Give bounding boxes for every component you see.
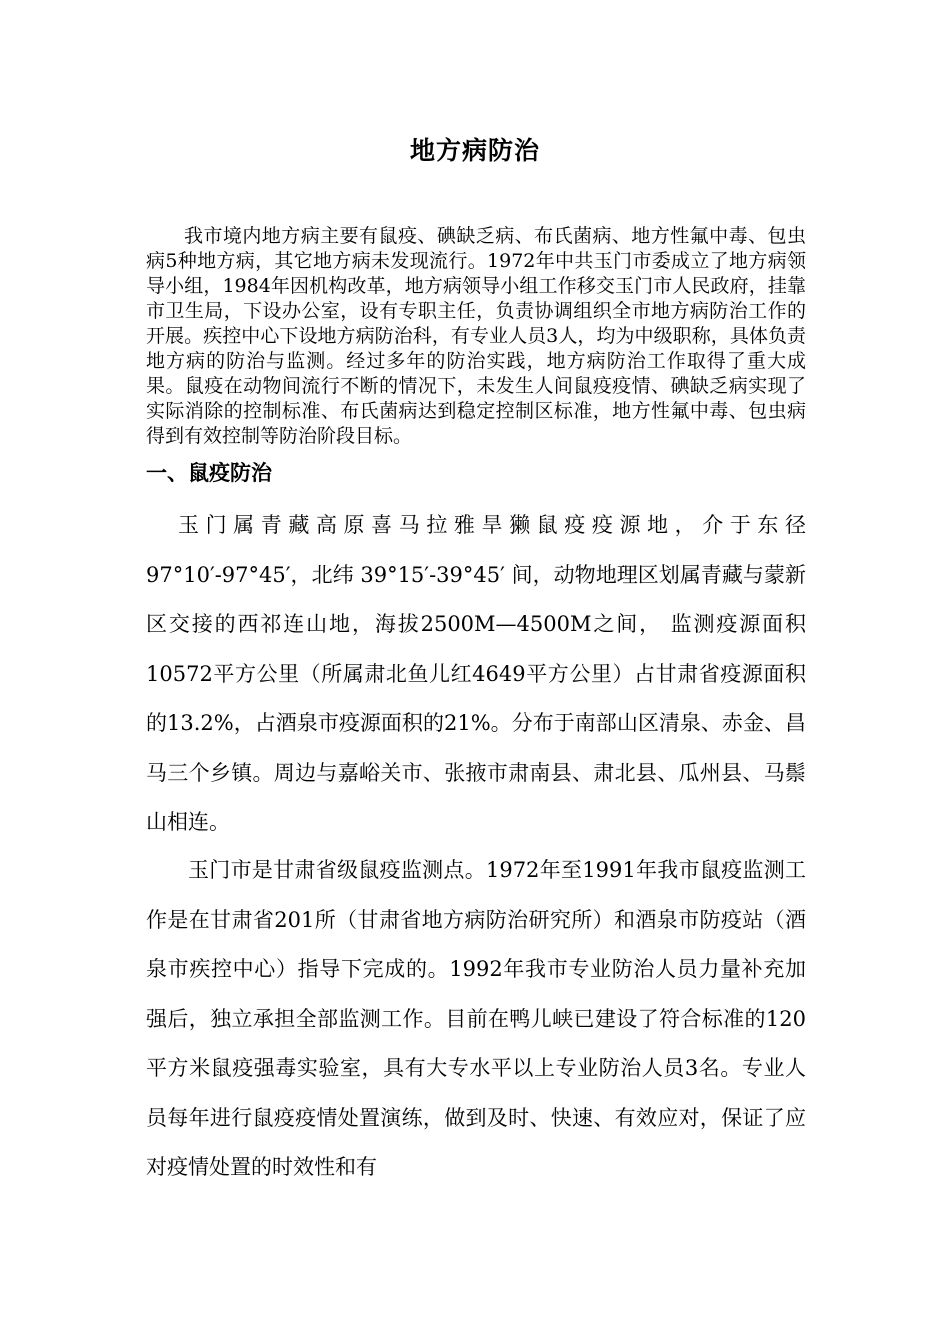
plague-paragraph-1: 玉门属青藏高原喜马拉雅旱獭鼠疫疫源地，介于东径 97°10′-97°45′，北纬 39°15′-39°45′ 间，动物地理区划属青藏与蒙新区交接的西祁连山地，海拔2500M—4500M之间， 监测疫源面积10572平方公里（所属肃北鱼儿红4649平方公里）占甘肃省疫源面积的13.2%，占酒泉市疫源面积的21%。分布于南部山区清泉、赤金、昌马三个乡镇。周边与嘉峪关市、张掖市肃南县、肃北县、瓜州县、马鬃山相连。: [146, 513, 806, 834]
plague-paragraph-2: 玉门市是甘肃省级鼠疫监测点。1972年至1991年我市鼠疫监测工作是在甘肃省201所（甘肃省地方病防治研究所）和酒泉市防疫站（酒泉市疾控中心）指导下完成的。1992年我市专业防治人员力量补充加强后，独立承担全部监测工作。目前在鸭儿峡已建设了符合标准的120平方米鼠疫强毒实验室，具有大专水平以上专业防治人员3名。专业人员每年进行鼠疫疫情处置演练，做到及时、快速、有效应对，保证了应对疫情处置的时效性和有: [146, 858, 806, 1179]
intro-paragraph: 我市境内地方病主要有鼠疫、碘缺乏病、布氏菌病、地方性氟中毒、包虫病5种地方病，其它地方病未发现流行。1972年中共玉门市委成立了地方病领导小组，1984年因机构改革，地方病领导小组工作移交玉门市人民政府，挂靠市卫生局，下设办公室，设有专职主任，负责协调组织全市地方病防治工作的开展。疾控中心下设地方病防治科，有专业人员3人，均为中级职称，具体负责地方病的防治与监测。经过多年的防治实践，地方病防治工作取得了重大成果。鼠疫在动物间流行不断的情况下，未发生人间鼠疫疫情、碘缺乏病实现了实际消除的控制标准、布氏菌病达到稳定控制区标准，地方性氟中毒、包虫病得到有效控制等防治阶段目标。: [146, 225, 806, 447]
document-title: 地方病防治: [409, 136, 540, 165]
section-heading-plague: 一、鼠疫防治: [146, 460, 272, 485]
